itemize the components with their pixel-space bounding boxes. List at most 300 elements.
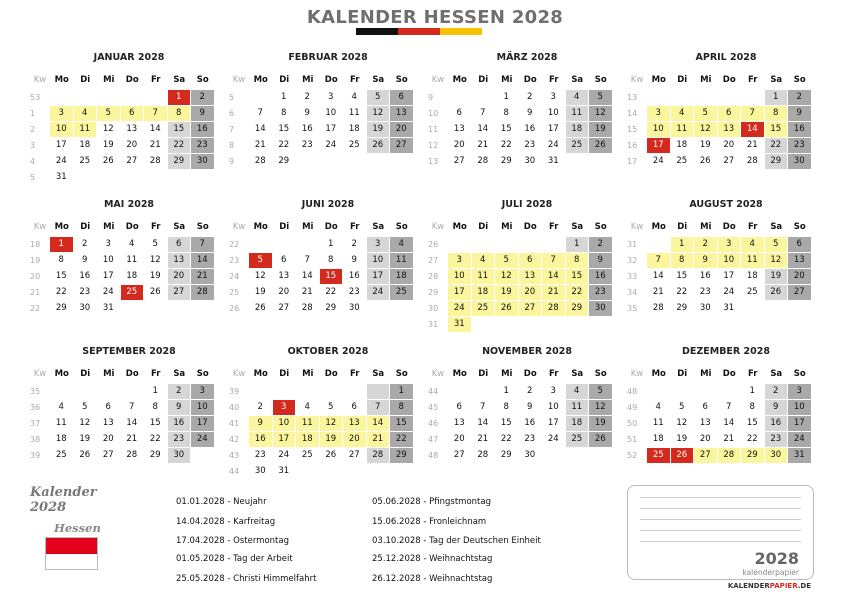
weekday-header: Sa [571,75,584,85]
day-cell: 28 [149,156,161,166]
day-cell: 20 [278,287,290,297]
week-number: 40 [229,403,240,412]
day-cell: 13 [343,416,366,431]
day-cell: 19 [149,271,161,281]
day-cell: 13 [788,253,811,268]
day-cell: 17 [547,418,559,428]
notes-label: kalenderpapier [742,568,799,577]
day-cell: 15 [390,416,413,431]
day-cell: 6 [788,237,811,252]
weekday-header: Di [80,75,91,85]
day-cell: 23 [524,434,536,444]
day-cell: 3 [367,237,390,252]
day-cell: 27 [453,156,465,166]
day-cell: 24 [788,432,811,447]
weekday-header: Di [677,222,688,232]
day-cell: 14 [741,122,764,137]
day-cell: 1 [749,386,755,396]
day-cell: 12 [589,106,612,121]
week-number: 41 [229,419,240,428]
day-cell: 13 [718,122,741,137]
weekday-header: Di [677,75,688,85]
day-cell: 11 [348,108,360,118]
day-cell: 24 [102,287,114,297]
day-cell: 14 [301,271,313,281]
holiday-item: 25.12.2028 - Weihnachtstag [372,554,493,564]
weekday-header: Do [523,222,537,232]
weekday-header: Fr [748,75,758,85]
weekday-header: Fr [151,222,161,232]
day-cell: 4 [741,237,764,252]
day-cell: 30 [524,450,536,460]
weekday-header: Mo [651,222,666,232]
day-cell: 2 [527,92,533,102]
day-cell: 7 [304,255,310,265]
week-number: 39 [229,387,240,396]
week-number: 39 [30,451,41,460]
day-cell: 2 [351,239,357,249]
day-cell: 20 [723,140,735,150]
day-cell: 22 [500,434,512,444]
month-title: OKTOBER 2028 [287,346,369,357]
kw-header: Kw [630,369,644,379]
brand-state: Hessen [54,521,101,535]
day-cell: 9 [589,253,612,268]
day-cell: 26 [671,448,694,463]
holiday-item: 01.05.2028 - Tag der Arbeit [176,554,293,564]
day-cell: 29 [278,156,290,166]
day-cell: 12 [102,124,114,134]
month-title: JULI 2028 [501,199,553,210]
day-cell: 14 [126,418,138,428]
week-number: 24 [229,272,240,281]
footer-accent: PAPIER [769,582,798,590]
day-cell: 18 [348,124,360,134]
weekday-header: Di [478,75,489,85]
day-cell: 29 [168,154,191,169]
day-cell: 7 [480,108,486,118]
day-cell: 2 [168,384,191,399]
month-title: MAI 2028 [103,199,155,210]
weekday-header: Sa [770,369,783,379]
day-cell: 27 [519,301,542,316]
brand-block [30,485,130,535]
day-cell: 30 [348,303,360,313]
day-cell: 5 [495,253,518,268]
day-cell: 1 [390,384,413,399]
weekday-header: So [594,222,607,232]
weekday-header: So [196,75,209,85]
month-title: FEBRUAR 2028 [288,52,368,63]
day-cell: 17 [448,285,471,300]
day-cell: 1 [152,386,158,396]
week-number: 4 [30,157,36,166]
day-cell: 19 [79,434,91,444]
day-cell: 6 [121,106,144,121]
day-cell: 14 [477,124,489,134]
day-cell: 21 [477,140,489,150]
week-number: 7 [229,125,235,134]
day-cell: 2 [788,90,811,105]
day-cell: 4 [129,239,135,249]
day-cell: 21 [191,269,214,284]
week-number: 2 [30,125,36,134]
week-number: 52 [627,451,638,460]
day-cell: 29 [149,450,161,460]
day-cell: 21 [301,287,313,297]
day-cell: 27 [723,156,735,166]
weekday-header: Mi [700,369,712,379]
day-cell: 26 [149,287,161,297]
day-cell: 23 [168,432,191,447]
day-cell: 9 [694,253,717,268]
day-cell: 28 [301,303,313,313]
day-cell: 17 [102,271,114,281]
day-cell: 6 [456,108,462,118]
day-cell: 10 [273,416,296,431]
day-cell: 19 [765,269,788,284]
weekday-header: Do [324,369,338,379]
week-number: 5 [229,93,235,102]
day-cell: 5 [765,237,788,252]
day-cell: 26 [495,301,518,316]
weekday-header: Fr [549,222,559,232]
weekday-header: Sa [571,222,584,232]
week-number: 15 [627,125,638,134]
day-cell: 5 [152,239,158,249]
flag-red-stripe [46,538,97,554]
day-cell: 23 [524,140,536,150]
day-cell: 19 [699,140,711,150]
weekday-header: So [594,369,607,379]
weekday-header: Di [80,222,91,232]
weekday-header: Sa [372,222,385,232]
day-cell: 29 [566,301,589,316]
day-cell: 11 [741,253,764,268]
day-cell: 22 [278,140,290,150]
weekday-header: Mo [452,369,467,379]
day-cell: 13 [168,253,191,268]
month-title: DEZEMBER 2028 [681,346,770,357]
day-cell: 8 [765,106,788,121]
day-cell: 6 [456,402,462,412]
weekday-header: So [196,369,209,379]
week-number: 45 [428,403,439,412]
day-cell: 12 [589,400,612,415]
day-cell: 16 [348,271,360,281]
day-cell: 26 [254,303,266,313]
day-cell: 17 [367,269,390,284]
day-cell: 14 [723,418,735,428]
weekday-header: So [793,75,806,85]
day-cell: 14 [254,124,266,134]
day-cell: 1 [328,239,334,249]
day-cell: 2 [694,237,717,252]
day-cell: 25 [301,450,313,460]
holiday-item: 26.12.2028 - Weihnachtstag [372,574,493,584]
day-cell: 28 [254,156,266,166]
weekday-header: Do [324,75,338,85]
day-cell: 6 [519,253,542,268]
kw-header: Kw [33,75,47,85]
week-number: 30 [428,304,439,313]
day-cell: 25 [566,432,589,447]
day-cell: 31 [55,172,67,182]
week-number: 19 [30,256,41,265]
day-cell: 1 [168,90,191,105]
day-cell: 29 [676,303,688,313]
day-cell: 10 [367,253,390,268]
day-cell: 5 [249,253,272,268]
day-cell: 8 [152,402,158,412]
day-cell: 23 [348,287,360,297]
day-cell: 30 [254,466,266,476]
day-cell: 5 [589,384,612,399]
day-cell: 25 [566,138,589,153]
day-cell: 31 [448,317,471,332]
day-cell: 14 [652,271,664,281]
day-cell: 25 [390,285,413,300]
day-cell: 2 [589,237,612,252]
day-cell: 15 [149,418,161,428]
day-cell: 2 [304,92,310,102]
weekday-header: So [196,222,209,232]
page-title: KALENDER HESSEN 2028 [306,7,564,28]
week-number: 48 [627,387,638,396]
day-cell: 23 [79,287,91,297]
day-cell: 20 [168,269,191,284]
day-cell: 29 [390,448,413,463]
kw-header: Kw [33,222,47,232]
day-cell: 19 [254,287,266,297]
weekday-header: Mi [501,369,513,379]
week-number: 34 [627,288,638,297]
day-cell: 18 [652,434,664,444]
weekday-header: Di [279,75,290,85]
day-cell: 23 [301,140,313,150]
day-cell: 12 [495,269,518,284]
day-cell: 24 [723,287,735,297]
week-number: 51 [627,435,638,444]
day-cell: 6 [105,402,111,412]
day-cell: 7 [144,106,167,121]
week-number: 12 [428,141,439,150]
day-cell: 23 [699,287,711,297]
day-cell: 16 [524,124,536,134]
day-cell: 3 [550,92,556,102]
week-number: 35 [30,387,41,396]
day-cell: 27 [278,303,290,313]
week-number: 43 [229,451,240,460]
day-cell: 21 [254,140,266,150]
weekday-header: Mi [302,369,314,379]
day-cell: 22 [55,287,67,297]
day-cell: 27 [348,450,360,460]
weekday-header: Do [722,222,736,232]
weekday-header: Sa [770,222,783,232]
day-cell: 13 [453,124,465,134]
weekday-header: Fr [350,75,360,85]
day-cell: 18 [79,140,91,150]
day-cell: 24 [325,140,337,150]
day-cell: 25 [647,448,670,463]
holiday-item: 17.04.2028 - Ostermontag [176,536,289,546]
day-cell: 10 [647,122,670,137]
day-cell: 3 [191,384,214,399]
holiday-item: 25.05.2028 - Christi Himmelfahrt [176,574,317,584]
kw-header: Kw [232,222,246,232]
note-line [640,497,801,498]
week-number: 20 [30,272,41,281]
month-title: JANUAR 2028 [93,52,165,63]
week-number: 31 [428,320,439,329]
weekday-header: Mo [54,222,69,232]
day-cell: 15 [278,124,290,134]
day-cell: 10 [547,108,559,118]
week-number: 13 [627,93,638,102]
day-cell: 9 [168,400,191,415]
weekday-header: Sa [571,369,584,379]
week-number: 22 [229,240,240,249]
day-cell: 4 [566,384,589,399]
day-cell: 3 [788,384,811,399]
day-cell: 3 [718,237,741,252]
day-cell: 3 [50,106,73,121]
weekday-header: Fr [151,75,161,85]
day-cell: 27 [453,450,465,460]
day-cell: 15 [55,271,67,281]
day-cell: 22 [390,432,413,447]
day-cell: 10 [547,402,559,412]
notes-box [627,485,814,580]
day-cell: 23 [788,138,811,153]
weekday-header: Mi [103,75,115,85]
weekday-header: Mo [651,369,666,379]
day-cell: 13 [390,106,413,121]
day-cell [367,384,390,399]
weekday-header: So [395,75,408,85]
day-cell: 9 [304,108,310,118]
day-cell: 11 [566,400,589,415]
day-cell: 9 [765,400,788,415]
day-cell: 25 [55,450,67,460]
hessen-flag [45,537,98,570]
day-cell: 11 [671,122,694,137]
day-cell: 27 [126,156,138,166]
weekday-header: Fr [748,369,758,379]
day-cell: 1 [50,237,73,252]
footer-logo[interactable] [728,582,811,590]
day-cell: 17 [647,138,670,153]
weekday-header: Mo [54,369,69,379]
week-number: 27 [428,256,439,265]
day-cell: 6 [390,90,413,105]
day-cell: 12 [367,106,390,121]
day-cell: 15 [746,418,758,428]
day-cell: 30 [168,448,191,463]
week-number: 44 [229,467,240,476]
day-cell: 24 [547,140,559,150]
footer-prefix: KALENDER [727,582,770,590]
day-cell: 22 [325,287,337,297]
kw-header: Kw [232,75,246,85]
weekday-header: So [793,369,806,379]
weekday-header: Fr [549,369,559,379]
day-cell: 2 [527,386,533,396]
weekday-header: Mi [103,222,115,232]
day-cell: 10 [788,400,811,415]
day-cell: 10 [718,253,741,268]
week-number: 6 [229,109,235,118]
day-cell: 4 [671,106,694,121]
day-cell: 7 [542,253,565,268]
day-cell: 12 [254,271,266,281]
week-number: 53 [30,93,41,102]
day-cell: 21 [652,287,664,297]
day-cell: 26 [79,450,91,460]
day-cell: 6 [351,402,357,412]
day-cell: 17 [723,271,735,281]
day-cell: 18 [390,269,413,284]
month-title: APRIL 2028 [695,52,757,63]
day-cell: 15 [765,122,788,137]
day-cell: 21 [746,140,758,150]
weekday-header: Sa [173,75,186,85]
week-number: 26 [428,240,439,249]
day-cell: 30 [765,448,788,463]
weekday-header: Do [523,369,537,379]
day-cell: 4 [655,402,661,412]
day-cell: 22 [168,138,191,153]
day-cell: 10 [448,269,471,284]
day-cell: 30 [589,301,612,316]
weekday-header: So [395,222,408,232]
day-cell: 9 [788,106,811,121]
day-cell: 18 [472,285,495,300]
weekday-header: So [793,222,806,232]
day-cell: 31 [788,448,811,463]
month-title: AUGUST 2028 [689,199,763,210]
day-cell: 16 [699,271,711,281]
week-number: 33 [627,272,638,281]
day-cell: 28 [718,448,741,463]
day-cell: 18 [676,140,688,150]
week-number: 22 [30,304,41,313]
day-cell: 8 [671,253,694,268]
day-cell: 15 [566,269,589,284]
week-number: 50 [627,419,638,428]
footer-suffix: .DE [797,582,811,590]
week-number: 49 [627,403,638,412]
day-cell: 11 [652,418,664,428]
day-cell: 25 [348,140,360,150]
day-cell: 20 [343,432,366,447]
day-cell: 21 [477,434,489,444]
day-cell: 19 [495,285,518,300]
week-number: 11 [428,125,439,134]
day-cell: 27 [102,450,114,460]
month-title: JUNI 2028 [301,199,355,210]
weekday-header: Di [677,369,688,379]
day-cell: 24 [55,156,67,166]
day-cell: 28 [746,156,758,166]
flag-stripe-black [356,28,398,35]
day-cell: 3 [647,106,670,121]
day-cell: 30 [191,154,214,169]
weekday-header: So [395,369,408,379]
weekday-header: So [594,75,607,85]
day-cell: 8 [566,253,589,268]
